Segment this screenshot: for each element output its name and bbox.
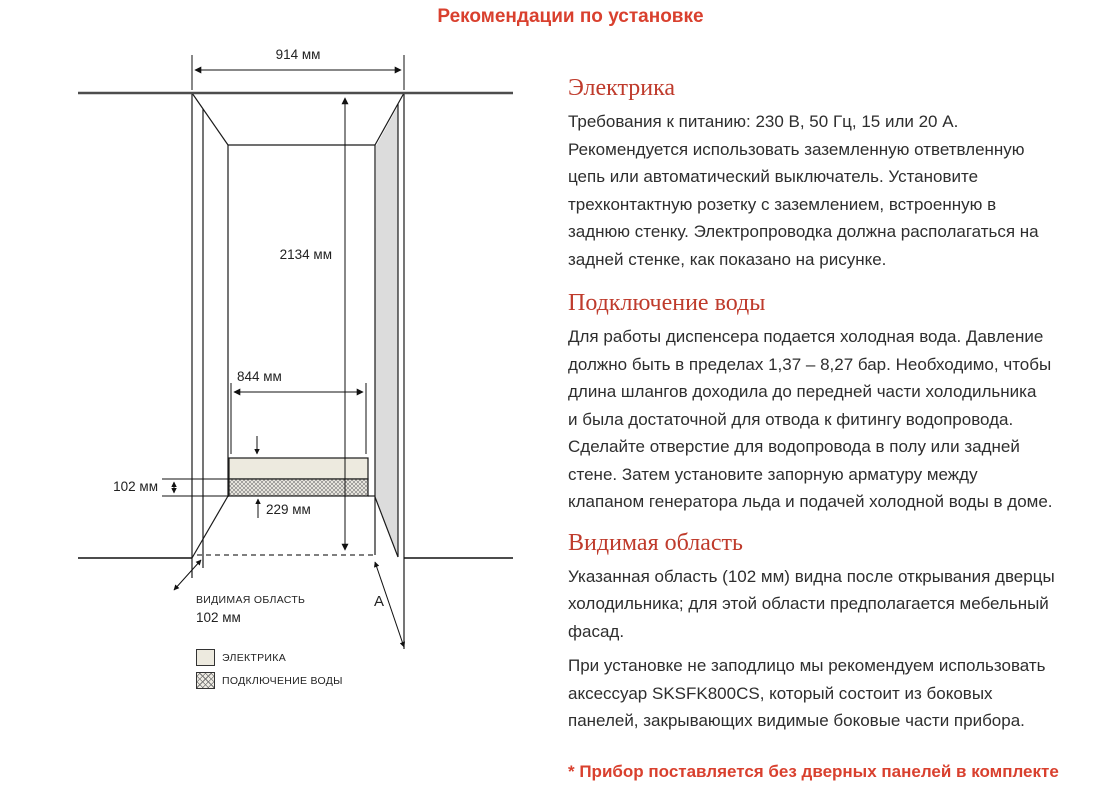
text-line: и была достаточной для отвода к фитингу водопровода. bbox=[568, 409, 1014, 429]
section-heading-water: Подключение воды bbox=[568, 290, 766, 316]
text-line: Для работы диспенсера подается холодная вода. Давление bbox=[568, 327, 1044, 346]
dimension-band-height-label: 102 мм bbox=[113, 479, 158, 494]
legend-label-electric: ЭЛЕКТРИКА bbox=[222, 651, 286, 664]
text-line: аксессуар SKSFK800CS, который состоит из боковых bbox=[568, 683, 993, 703]
section-heading-electrical: Электрика bbox=[568, 75, 676, 101]
visible-area-callout bbox=[196, 594, 305, 625]
text-line: заднюю стенку. Электропроводка должна располагаться на bbox=[568, 222, 1039, 241]
text-line: трехконтактную розетку с заземлением, встроенную в bbox=[568, 194, 997, 214]
dimension-bottom-offset-label: 229 мм bbox=[266, 502, 311, 517]
diagram-legend bbox=[196, 649, 343, 695]
water-swatch bbox=[196, 672, 215, 689]
visible-area-value: 102 мм bbox=[196, 610, 241, 625]
text-line: Указанная область (102 мм) видна после открывания дверцы bbox=[568, 566, 1055, 586]
visible-area-title: ВИДИМАЯ ОБЛАСТЬ bbox=[196, 594, 306, 606]
legend-row-water bbox=[196, 672, 343, 689]
text-line: Требования к питанию: 230 В, 50 Гц, 15 или 20 А. bbox=[568, 112, 959, 131]
accessory-note bbox=[568, 652, 1073, 735]
dimension-height-label: 2134 мм bbox=[279, 247, 332, 262]
section-electrical bbox=[568, 75, 1073, 273]
dimension-width-label: 914 мм bbox=[275, 47, 321, 62]
electric-swatch bbox=[196, 649, 215, 666]
visible-area-arrow bbox=[174, 560, 201, 590]
dimension-102-band bbox=[162, 479, 229, 496]
text-line: задней стенке, как показано на рисунке. bbox=[568, 249, 887, 269]
dimension-844 bbox=[231, 383, 366, 454]
text-line: холодильника; для этой области предполагается мебельный bbox=[568, 594, 1049, 613]
text-line: панелей, закрывающих видимые боковые части прибора. bbox=[568, 711, 1025, 730]
text-column bbox=[568, 75, 1073, 785]
electric-zone-band bbox=[229, 458, 368, 479]
text-line: длина шлангов доходила до передней части холодильника bbox=[568, 382, 1037, 401]
niche-outline bbox=[192, 93, 404, 649]
water-zone-band bbox=[229, 479, 368, 496]
installation-diagram bbox=[0, 0, 545, 788]
text-line: При установке не заподлицо мы рекомендуем использовать bbox=[568, 656, 1046, 675]
text-line: фасад. bbox=[568, 621, 625, 641]
text-line: должно быть в пределах 1,37 – 8,27 бар. Необходимо, чтобы bbox=[568, 354, 1052, 374]
legend-row-electric bbox=[196, 649, 343, 666]
page-title: Рекомендации по установке bbox=[437, 6, 704, 27]
no-door-panels-footnote: * Прибор поставляется без дверных панелей в комплекте bbox=[568, 761, 1059, 781]
a-marker-label: A bbox=[374, 593, 385, 610]
legend-label-water: ПОДКЛЮЧЕНИЕ ВОДЫ bbox=[222, 674, 343, 687]
side-panel-shaded-area bbox=[375, 106, 398, 555]
text-line: стене. Затем установите запорную арматуру между bbox=[568, 464, 978, 484]
section-heading-visible-area: Видимая область bbox=[568, 529, 743, 556]
text-line: Рекомендуется использовать заземленную ответвленную bbox=[568, 139, 1025, 159]
dimension-inner-width-label: 844 мм bbox=[237, 369, 282, 384]
text-line: клапаном генератора льда и подачей холодной воды в доме. bbox=[568, 492, 1053, 511]
section-visible-area bbox=[568, 530, 1073, 646]
text-line: цепь или автоматический выключатель. Установите bbox=[568, 167, 979, 186]
section-water bbox=[568, 290, 1073, 516]
text-line: Сделайте отверстие для водопровода в полу или задней bbox=[568, 437, 1020, 456]
